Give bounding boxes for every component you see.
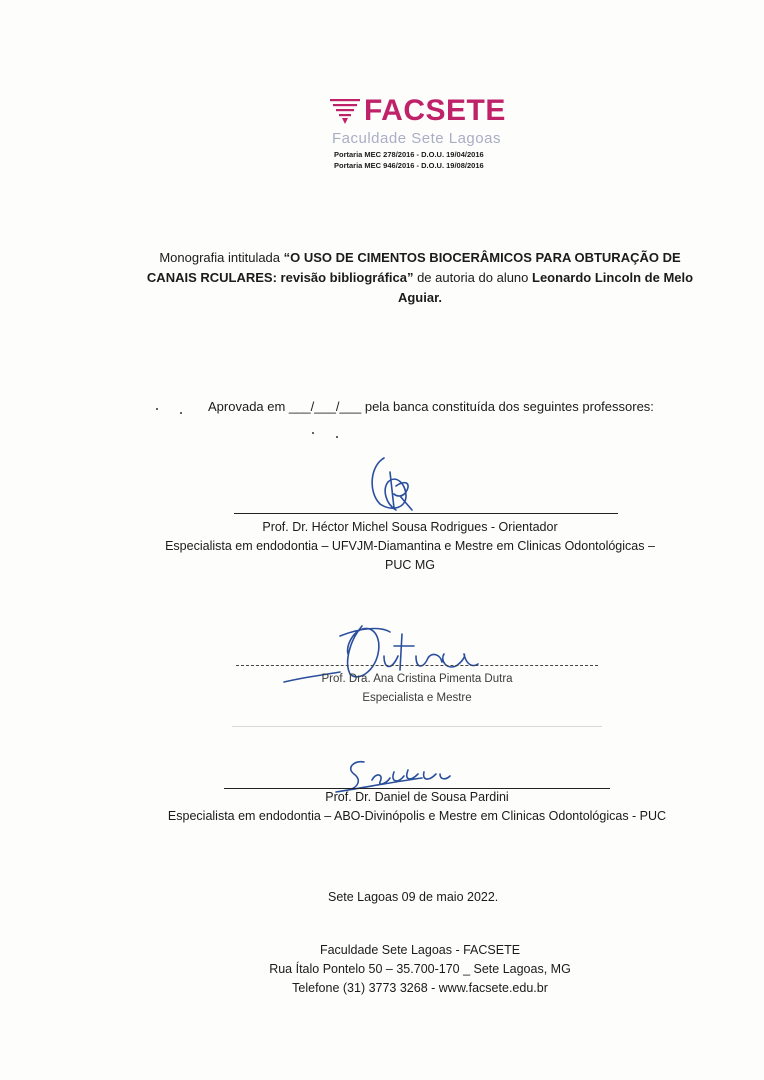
portaria-line-2: Portaria MEC 946/2016 - D.O.U. 19/08/2016 [334, 161, 484, 170]
logo-name: FACSETE [364, 94, 506, 127]
facsete-triangle-icon [330, 97, 360, 125]
footer-line-3: Telefone (31) 3773 3268 - www.facsete.edu.br [292, 981, 548, 995]
signature-1 [366, 452, 426, 518]
intro-prefix: Monografia intitulada [159, 250, 284, 265]
footer-line-1: Faculdade Sete Lagoas - FACSETE [319, 943, 521, 957]
signatory-3-name: Prof. Dr. Daniel de Sousa Pardini [325, 790, 509, 804]
signatory-3 [140, 788, 694, 826]
footer-address [240, 941, 600, 998]
footer-line-2: Rua Ítalo Pontelo 50 – 35.700-170 _ Sete Lagoas, MG [269, 962, 571, 976]
date-line: Sete Lagoas 09 de maio 2022. [328, 890, 499, 904]
signatory-1-name: Prof. Dr. Héctor Michel Sousa Rodrigues - Orientador [262, 520, 558, 534]
logo-subtitle: Faculdade Sete Lagoas [332, 130, 501, 147]
signature-line-2 [236, 665, 598, 666]
portaria-line-1: Portaria MEC 278/2016 - D.O.U. 19/04/2016 [334, 150, 484, 159]
monograph-title: “O USO DE CIMENTOS BIOCERÂMICOS PARA OBTURAÇÃO DE CANAIS RCULARES: revisão bibliográfica” [146, 250, 681, 285]
signature-line-1 [234, 513, 618, 514]
signatory-2-detail: Especialista e Mestre [362, 692, 472, 704]
faint-divider [232, 726, 602, 727]
intro-middle: de autoria do aluno [413, 270, 533, 285]
signatory-2 [236, 670, 598, 708]
signatory-2-name: Prof. Dra. Ana Cristina Pimenta Dutra [321, 673, 513, 685]
signatory-1-detail: Especialista em endodontia – UFVJM-Diamantina e Mestre em Clinicas Odontológicas – PUC MG [165, 539, 655, 572]
monograph-intro [140, 248, 700, 308]
facsete-logo [330, 96, 520, 171]
signatory-3-detail: Especialista em endodontia – ABO-Divinópolis e Mestre em Clinicas Odontológicas - PUC [167, 809, 667, 823]
approval-line: Aprovada em ___/___/___ pela banca constituída dos seguintes professores: [208, 399, 654, 414]
author-name: Leonardo Lincoln de Melo Aguiar. [397, 270, 694, 305]
signatory-1 [140, 518, 680, 575]
